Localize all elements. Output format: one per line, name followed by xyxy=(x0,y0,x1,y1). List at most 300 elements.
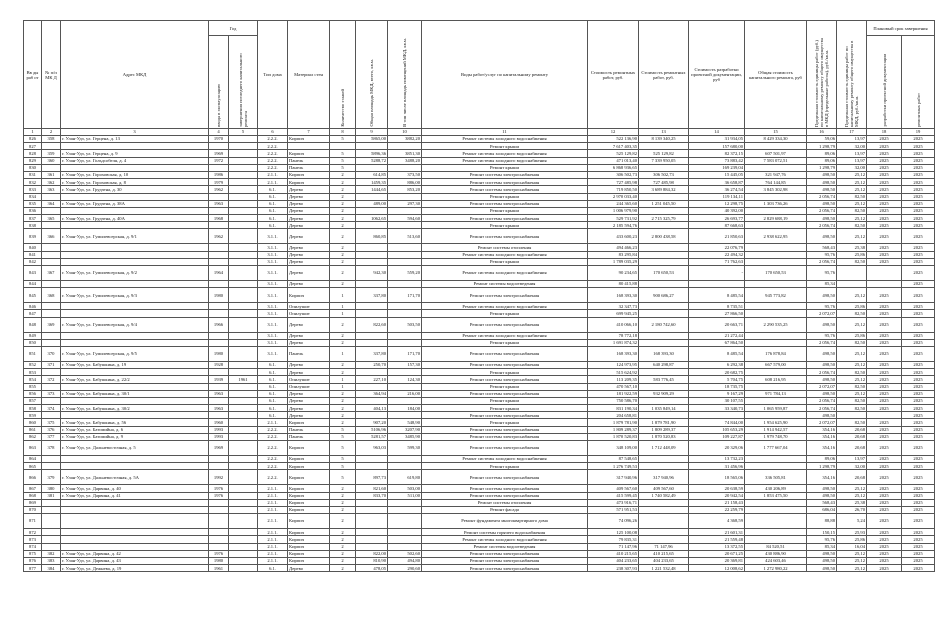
cell-floors: 1 xyxy=(330,383,356,390)
cell-row-number: 868 xyxy=(24,492,42,499)
cell-unit-cost-limit: 150,15 xyxy=(807,529,837,536)
cell-wall-material: Дерево xyxy=(288,229,330,244)
cell-floors: 2 xyxy=(330,485,356,492)
cell-year-last-repair xyxy=(229,485,258,492)
cell-total-cost: 336 505,81 xyxy=(745,470,807,485)
cell-work-type: Ремонт крыши xyxy=(422,419,588,426)
cell-repair-year: 2025 xyxy=(902,557,935,564)
cell-floors: 2 xyxy=(330,405,356,412)
header-unit-cost: Предельная стоимость единицы работ по капитальному ремонту общего имущества в МКД, руб./кв.м. xyxy=(837,21,867,129)
cell-address xyxy=(61,222,209,229)
cell-wall-material xyxy=(288,143,330,150)
cell-house-type: 3.1.1. xyxy=(258,244,288,251)
table-row xyxy=(24,346,935,361)
cell-address: г. Улан-Удэ, ул. Герцена, д. 13 xyxy=(61,136,209,143)
cell-design-year: 2025 xyxy=(867,186,902,193)
cell-wall-material: Кирпич xyxy=(288,506,330,513)
cell-year-last-repair xyxy=(229,200,258,207)
cell-total-area: 897,73 xyxy=(356,470,388,485)
cell-total-area: 5106,96 xyxy=(356,426,388,433)
table-row xyxy=(24,207,935,214)
cell-year-last-repair xyxy=(229,157,258,164)
cell-wall-material: Дерево xyxy=(288,193,330,200)
cell-year-last-repair xyxy=(229,499,258,506)
cell-repair-year: 2025 xyxy=(902,332,935,339)
cell-design-year: 2025 xyxy=(867,171,902,178)
cell-design-year: 2025 xyxy=(867,529,902,536)
cell-repair-year: 2025 xyxy=(902,412,935,419)
cell-row-number: 835 xyxy=(24,200,42,207)
cell-unit-cost: 82,50 xyxy=(837,383,867,390)
cell-unit-cost: 25,12 xyxy=(837,171,867,178)
cell-repair-year: 2025 xyxy=(902,397,935,404)
cell-repair-cost: 6 868 936,65 xyxy=(588,164,639,171)
cell-repair-cost-total xyxy=(639,397,689,404)
cell-house-type: 2.1.1. xyxy=(258,514,288,529)
cell-repair-cost-total: 8 139 340,25 xyxy=(639,136,689,143)
cell-year-commission: 1970 xyxy=(209,136,229,143)
table-row xyxy=(24,456,935,463)
cell-repair-cost-total: 727 485,98 xyxy=(639,179,689,186)
cell-residential-area: 619,80 xyxy=(388,470,422,485)
cell-wall-material: Дерево xyxy=(288,317,330,332)
cell-repair-year: 2025 xyxy=(902,266,935,281)
cell-year-last-repair xyxy=(229,266,258,281)
cell-repair-cost: 1 870 520,83 xyxy=(588,433,639,440)
cell-design-cost: 20 671,25 xyxy=(689,550,745,557)
cell-unit-cost: 32,00 xyxy=(837,143,867,150)
cell-repair-cost-total xyxy=(639,193,689,200)
cell-work-type: Ремонт системы холодного водоснабжения xyxy=(422,157,588,164)
cell-year-commission: 1976 xyxy=(209,485,229,492)
cell-repair-cost-total: 1 221 532,48 xyxy=(639,565,689,572)
cell-address: г. Улан-Удэ, ул. Гороховская, д. 10 xyxy=(61,171,209,178)
cell-total-area: 337,80 xyxy=(356,288,388,303)
cell-work-type: Ремонт системы электроснабжения xyxy=(422,485,588,492)
cell-unit-cost: 82,50 xyxy=(837,405,867,412)
cell-year-last-repair xyxy=(229,426,258,433)
cell-house-number xyxy=(42,310,61,317)
cell-repair-cost-total xyxy=(639,251,689,258)
cell-design-year: 2025 xyxy=(867,339,902,346)
table-row xyxy=(24,514,935,529)
cell-floors: 2 xyxy=(330,266,356,281)
cell-repair-cost-total xyxy=(639,303,689,310)
cell-row-number: 832 xyxy=(24,179,42,186)
cell-year-last-repair xyxy=(229,215,258,222)
cell-design-year: 2025 xyxy=(867,157,902,164)
cell-work-type: Ремонт системы электроснабжения xyxy=(422,557,588,564)
cell-design-year: 2025 xyxy=(867,405,902,412)
cell-house-type: 6.1. xyxy=(258,200,288,207)
cell-house-type: 2.1.1. xyxy=(258,499,288,506)
cell-unit-cost-limit: 89,06 xyxy=(807,456,837,463)
header-repair-cost: Стоимость ремонтных работ, руб. xyxy=(588,21,639,129)
cell-repair-cost: 529 731,92 xyxy=(588,215,639,222)
cell-repair-cost: 1 789 035,29 xyxy=(588,258,639,265)
cell-repair-cost-total xyxy=(639,143,689,150)
cell-row-number: 855 xyxy=(24,383,42,390)
cell-design-cost: 73 883,42 xyxy=(689,157,745,164)
cell-house-type: 2.2.2. xyxy=(258,150,288,157)
table-row xyxy=(24,288,935,303)
cell-house-type: 2.1.1. xyxy=(258,485,288,492)
cell-repair-cost: 168 393,30 xyxy=(588,288,639,303)
column-number: 19 xyxy=(902,129,935,136)
cell-repair-year: 2025 xyxy=(902,251,935,258)
cell-repair-cost: 750 586,70 xyxy=(588,397,639,404)
cell-unit-cost: 25,86 xyxy=(837,536,867,543)
cell-year-commission xyxy=(209,281,229,288)
table-row xyxy=(24,441,935,456)
cell-floors: 2 xyxy=(330,193,356,200)
cell-design-cost: 31 934,05 xyxy=(689,136,745,143)
cell-work-type: Ремонт фасада xyxy=(422,506,588,513)
cell-year-commission: 1939 xyxy=(209,376,229,383)
cell-design-year xyxy=(867,412,902,419)
cell-wall-material: Дерево xyxy=(288,244,330,251)
cell-floors: 2 xyxy=(330,369,356,376)
cell-design-cost: 18 565,06 xyxy=(689,470,745,485)
cell-repair-cost: 2 970 033,40 xyxy=(588,193,639,200)
cell-repair-cost-total xyxy=(639,222,689,229)
cell-design-cost: 40 392,00 xyxy=(689,207,745,214)
cell-house-type: 2.2.2. xyxy=(258,463,288,470)
cell-total-cost: 1 065 959,87 xyxy=(745,405,807,412)
cell-unit-cost: 16,04 xyxy=(837,543,867,550)
cell-total-cost xyxy=(745,258,807,265)
cell-repair-year: 2025 xyxy=(902,339,935,346)
cell-floors: 1 xyxy=(330,346,356,361)
cell-repair-cost-total xyxy=(639,536,689,543)
cell-unit-cost: 25,12 xyxy=(837,288,867,303)
cell-residential-area xyxy=(388,536,422,543)
cell-unit-cost: 25,12 xyxy=(837,361,867,368)
cell-total-cost: 424 603,46 xyxy=(745,557,807,564)
capital-repair-table xyxy=(23,20,935,572)
cell-repair-cost-total: 900 686,27 xyxy=(639,288,689,303)
cell-year-last-repair xyxy=(229,150,258,157)
cell-house-number: 358 xyxy=(42,136,61,143)
cell-wall-material: Дерево xyxy=(288,361,330,368)
cell-year-last-repair xyxy=(229,244,258,251)
cell-unit-cost: 25,12 xyxy=(837,557,867,564)
cell-year-last-repair xyxy=(229,506,258,513)
cell-unit-cost-limit: 354,16 xyxy=(807,470,837,485)
cell-row-number: 857 xyxy=(24,397,42,404)
cell-repair-cost-total: 932 909,29 xyxy=(639,390,689,397)
cell-unit-cost-limit: 1 298,79 xyxy=(807,463,837,470)
cell-house-type: 6.1. xyxy=(258,215,288,222)
cell-repair-cost: 125 100,08 xyxy=(588,529,639,536)
cell-year-commission xyxy=(209,529,229,536)
cell-residential-area xyxy=(388,303,422,310)
cell-house-type: 3.1.1. xyxy=(258,251,288,258)
cell-design-cost: 4 368,59 xyxy=(689,514,745,529)
cell-address: г. Улан-Удэ, ул. Гольдсобеля, д. 4 xyxy=(61,157,209,164)
cell-row-number: 875 xyxy=(24,550,42,557)
cell-year-last-repair xyxy=(229,193,258,200)
cell-unit-cost-limit: 498,50 xyxy=(807,550,837,557)
cell-year-last-repair xyxy=(229,179,258,186)
cell-work-type: Ремонт системы водоотведения xyxy=(422,281,588,288)
cell-design-year: 2025 xyxy=(867,193,902,200)
cell-residential-area: 559,20 xyxy=(388,266,422,281)
cell-work-type: Ремонт крыши xyxy=(422,463,588,470)
cell-unit-cost: 25,86 xyxy=(837,303,867,310)
cell-design-year: 2025 xyxy=(867,492,902,499)
cell-unit-cost-limit: 2 072,07 xyxy=(807,383,837,390)
cell-year-commission xyxy=(209,369,229,376)
cell-year-commission: 1962 xyxy=(209,186,229,193)
cell-total-cost: 2 829 688,19 xyxy=(745,215,807,222)
cell-total-cost: 2 290 535,25 xyxy=(745,317,807,332)
table-row xyxy=(24,550,935,557)
table-header xyxy=(24,21,935,136)
cell-total-cost xyxy=(745,222,807,229)
cell-repair-year: 2025 xyxy=(902,361,935,368)
cell-total-area: 942,30 xyxy=(356,266,388,281)
cell-floors: 1 xyxy=(330,288,356,303)
cell-unit-cost: 25,12 xyxy=(837,200,867,207)
cell-unit-cost: 82,50 xyxy=(837,207,867,214)
cell-repair-year: 2025 xyxy=(902,215,935,222)
cell-unit-cost-limit: 2 056,74 xyxy=(807,397,837,404)
cell-house-type: 3.1.1. xyxy=(258,317,288,332)
table-row xyxy=(24,485,935,492)
cell-design-cost: 21 601,31 xyxy=(689,529,745,536)
cell-year-last-repair xyxy=(229,222,258,229)
cell-address xyxy=(61,303,209,310)
cell-design-year: 2025 xyxy=(867,143,902,150)
cell-year-commission xyxy=(209,303,229,310)
cell-design-year: 2025 xyxy=(867,317,902,332)
cell-repair-cost: 433 600,23 xyxy=(588,229,639,244)
table-row xyxy=(24,405,935,412)
cell-wall-material: Дерево xyxy=(288,215,330,222)
cell-total-area xyxy=(356,222,388,229)
cell-year-last-repair xyxy=(229,397,258,404)
table-row xyxy=(24,303,935,310)
cell-design-year: 2025 xyxy=(867,557,902,564)
cell-house-number xyxy=(42,463,61,470)
cell-unit-cost-limit: 2 056,74 xyxy=(807,405,837,412)
cell-design-cost: 67 864,50 xyxy=(689,339,745,346)
cell-address xyxy=(61,244,209,251)
header-year-last-repair: завершения последнего капитального ремонта xyxy=(229,36,258,129)
cell-total-area xyxy=(356,339,388,346)
table-row xyxy=(24,397,935,404)
table-row xyxy=(24,361,935,368)
column-number: 14 xyxy=(689,129,745,136)
cell-house-type: 2.1.1. xyxy=(258,543,288,550)
cell-repair-cost-total xyxy=(639,244,689,251)
cell-wall-material: Кирпич xyxy=(288,136,330,143)
column-number: 9 xyxy=(356,129,388,136)
cell-year-commission xyxy=(209,310,229,317)
cell-repair-year: 2025 xyxy=(902,514,935,529)
table-row xyxy=(24,310,935,317)
cell-residential-area: 216,00 xyxy=(388,390,422,397)
cell-year-commission xyxy=(209,143,229,150)
cell-house-type: 6.1. xyxy=(258,222,288,229)
cell-address xyxy=(61,369,209,376)
cell-design-year: 2025 xyxy=(867,332,902,339)
cell-repair-year: 2025 xyxy=(902,171,935,178)
cell-total-cost: 84 520,51 xyxy=(745,543,807,550)
table-row xyxy=(24,383,935,390)
cell-unit-cost-limit: 85,34 xyxy=(807,281,837,288)
cell-unit-cost-limit: 354,16 xyxy=(807,433,837,440)
cell-unit-cost: 25,86 xyxy=(837,251,867,258)
cell-repair-cost: 1 276 749,53 xyxy=(588,463,639,470)
cell-total-cost: 1 303 736,26 xyxy=(745,200,807,207)
cell-design-cost: 22 076,79 xyxy=(689,244,745,251)
cell-unit-cost-limit: 95,76 xyxy=(807,536,837,543)
cell-repair-year: 2025 xyxy=(902,470,935,485)
cell-house-number: 370 xyxy=(42,346,61,361)
cell-residential-area xyxy=(388,258,422,265)
cell-house-type: 6.1. xyxy=(258,412,288,419)
cell-row-number: 826 xyxy=(24,136,42,143)
cell-house-number xyxy=(42,281,61,288)
cell-design-cost: 8 485,54 xyxy=(689,288,745,303)
cell-house-type: 2.2.2. xyxy=(258,426,288,433)
cell-design-year: 2025 xyxy=(867,419,902,426)
cell-repair-cost: 2 185 594,76 xyxy=(588,222,639,229)
table-row xyxy=(24,419,935,426)
cell-repair-cost: 415 599,45 xyxy=(588,492,639,499)
cell-unit-cost-limit: 498,50 xyxy=(807,229,837,244)
table-row xyxy=(24,179,935,186)
column-number: 11 xyxy=(422,129,588,136)
cell-house-type: 3.1.1. xyxy=(258,258,288,265)
cell-design-year: 2025 xyxy=(867,258,902,265)
cell-residential-area: 494,80 xyxy=(388,557,422,564)
cell-total-cost xyxy=(745,499,807,506)
cell-unit-cost-limit: 95,76 xyxy=(807,303,837,310)
cell-repair-cost: 404 233,65 xyxy=(588,557,639,564)
cell-repair-year: 2025 xyxy=(902,565,935,572)
cell-unit-cost-limit: 2 072,07 xyxy=(807,310,837,317)
cell-design-cost: 8 485,54 xyxy=(689,346,745,361)
cell-unit-cost: 20,68 xyxy=(837,441,867,456)
cell-design-cost: 21 850,63 xyxy=(689,229,745,244)
cell-house-type: 2.2.2. xyxy=(258,136,288,143)
cell-work-type: Ремонт крыши xyxy=(422,258,588,265)
cell-address: г. Улан-Удэ, ул. Гумилевсерская, д. 9/3 xyxy=(61,288,209,303)
cell-house-number xyxy=(42,339,61,346)
cell-floors: 2 xyxy=(330,361,356,368)
cell-design-year: 2025 xyxy=(867,310,902,317)
cell-house-type: 2.1.1. xyxy=(258,557,288,564)
table-row xyxy=(24,266,935,281)
cell-design-year: 2025 xyxy=(867,369,902,376)
cell-design-cost: 71 762,63 xyxy=(689,258,745,265)
cell-house-number: 360 xyxy=(42,157,61,164)
cell-design-cost: 20 942,54 xyxy=(689,492,745,499)
cell-unit-cost-limit: 498,50 xyxy=(807,171,837,178)
cell-design-year: 2025 xyxy=(867,470,902,485)
cell-row-number: 836 xyxy=(24,207,42,214)
table-row xyxy=(24,229,935,244)
cell-address: г. Улан-Удэ, ул. Дежнева, д. 19 xyxy=(61,565,209,572)
cell-address: г. Улан-Удэ, ул. Дальневосточная, д. 5А xyxy=(61,470,209,485)
cell-total-cost xyxy=(745,383,807,390)
cell-house-number xyxy=(42,207,61,214)
cell-row-number: 866 xyxy=(24,470,42,485)
cell-repair-cost-total: 317 940,96 xyxy=(639,470,689,485)
cell-year-last-repair xyxy=(229,433,258,440)
cell-wall-material: Панель xyxy=(288,433,330,440)
cell-floors: 2 xyxy=(330,332,356,339)
cell-row-number: 858 xyxy=(24,405,42,412)
cell-house-number xyxy=(42,303,61,310)
cell-repair-cost-total: 640 298,87 xyxy=(639,361,689,368)
cell-house-number xyxy=(42,193,61,200)
cell-repair-year: 2025 xyxy=(902,543,935,550)
cell-year-commission: 1960 xyxy=(209,419,229,426)
cell-unit-cost-limit: 498,50 xyxy=(807,565,837,572)
cell-work-type: Ремонт системы электроснабжения xyxy=(422,433,588,440)
cell-house-number: 376 xyxy=(42,426,61,433)
cell-house-type: 2.1.1. xyxy=(258,171,288,178)
cell-year-commission xyxy=(209,543,229,550)
cell-year-last-repair xyxy=(229,419,258,426)
cell-house-type: 6.1. xyxy=(258,397,288,404)
cell-total-area xyxy=(356,143,388,150)
cell-unit-cost: 25,38 xyxy=(837,499,867,506)
cell-year-last-repair xyxy=(229,557,258,564)
cell-total-cost: 430 206,89 xyxy=(745,485,807,492)
cell-address xyxy=(61,281,209,288)
cell-floors: 2 xyxy=(330,215,356,222)
cell-address xyxy=(61,397,209,404)
cell-repair-cost: 78 772,18 xyxy=(588,332,639,339)
cell-unit-cost: 82,50 xyxy=(837,310,867,317)
cell-year-commission: 1979 xyxy=(209,179,229,186)
cell-address: г. Улан-Удэ, ул. Гумилевсерская, д. 9/2 xyxy=(61,266,209,281)
cell-house-type: 3.1.1. xyxy=(258,310,288,317)
cell-floors: 1 xyxy=(330,376,356,383)
cell-total-cost: 945 773,82 xyxy=(745,288,807,303)
cell-house-type: 2.2.2. xyxy=(258,164,288,171)
cell-design-cost: 13 732,23 xyxy=(689,456,745,463)
cell-floors: 5 xyxy=(330,470,356,485)
column-number: 3 xyxy=(61,129,209,136)
cell-repair-year: 2025 xyxy=(902,463,935,470)
cell-total-area: 337,80 xyxy=(356,346,388,361)
cell-address xyxy=(61,310,209,317)
cell-repair-year: 2025 xyxy=(902,529,935,536)
cell-design-cost: 20 663,71 xyxy=(689,317,745,332)
cell-design-year xyxy=(867,281,902,288)
cell-repair-cost-total: 2 180 742,60 xyxy=(639,317,689,332)
cell-floors: 5 xyxy=(330,433,356,440)
cell-design-year: 2025 xyxy=(867,288,902,303)
cell-unit-cost: 20,68 xyxy=(837,470,867,485)
cell-floors: 2 xyxy=(330,317,356,332)
cell-house-type: 2.1.1. xyxy=(258,550,288,557)
header-house-type: Тип дома xyxy=(258,21,288,129)
cell-residential-area: 886,00 xyxy=(388,179,422,186)
cell-total-area: 478,05 xyxy=(356,565,388,572)
table-row xyxy=(24,251,935,258)
cell-year-last-repair xyxy=(229,332,258,339)
cell-design-cost: 119 134,11 xyxy=(689,193,745,200)
cell-work-type: Ремонт крыши xyxy=(422,222,588,229)
cell-repair-cost-total xyxy=(639,506,689,513)
